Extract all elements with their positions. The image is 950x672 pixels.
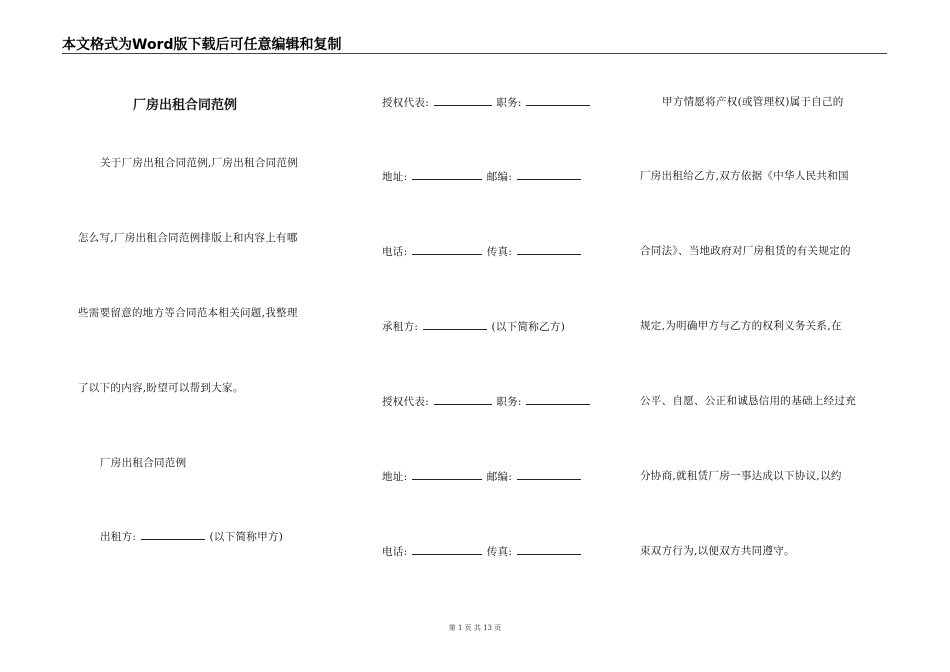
phone-field <box>382 243 582 259</box>
lessor-blank[interactable] <box>141 528 205 540</box>
phone-blank[interactable] <box>412 543 482 555</box>
section-heading: 厂房出租合同范例 <box>100 457 187 469</box>
paragraph-line: 束双方行为,以便双方共同遵守。 <box>640 545 795 557</box>
rep-field-2 <box>382 393 591 409</box>
rep-blank[interactable] <box>434 94 492 106</box>
paragraph-line: 分协商,就租赁厂房一事达成以下协议,以约 <box>640 470 842 482</box>
paragraph-line: 了以下的内容,盼望可以帮到大家。 <box>78 382 244 394</box>
lessor-suffix: (以下简称甲方) <box>209 531 284 543</box>
lessee-suffix: (以下简称乙方) <box>491 321 566 333</box>
header-divider <box>62 53 887 54</box>
fax-blank[interactable] <box>517 243 581 255</box>
lessee-blank[interactable] <box>423 318 487 330</box>
postcode-blank[interactable] <box>517 168 581 180</box>
page-header: 本文格式为Word版下载后可任意编辑和复制 <box>62 37 342 53</box>
rep-label: 授权代表: <box>382 396 430 408</box>
paragraph-line: 关于厂房出租合同范例,厂房出租合同范例 <box>100 157 299 169</box>
rep-blank[interactable] <box>434 393 492 405</box>
phone-field-2 <box>382 543 582 559</box>
position-label: 职务: <box>496 97 522 109</box>
fax-label: 传真: <box>486 246 513 258</box>
phone-label: 电话: <box>382 546 408 558</box>
paragraph-line: 甲方情愿将产权(或管理权)属于自己的 <box>662 96 844 108</box>
rep-label: 授权代表: <box>382 97 430 109</box>
paragraph-line: 规定,为明确甲方与乙方的权利义务关系,在 <box>640 320 842 332</box>
postcode-blank[interactable] <box>517 468 581 480</box>
address-field-2 <box>382 468 582 484</box>
lessee-field <box>382 318 565 334</box>
rep-field <box>382 94 591 110</box>
paragraph-line: 些需要留意的地方等合同范本相关问题,我整理 <box>78 307 298 319</box>
position-blank[interactable] <box>526 94 590 106</box>
postcode-label: 邮编: <box>486 171 513 183</box>
address-label: 地址: <box>382 171 408 183</box>
phone-label: 电话: <box>382 246 408 258</box>
postcode-label: 邮编: <box>486 471 513 483</box>
address-field <box>382 168 582 184</box>
lessor-field <box>100 528 283 544</box>
page-number: 第 1 页 共 13 页 <box>448 624 502 632</box>
phone-blank[interactable] <box>412 243 482 255</box>
position-label: 职务: <box>496 396 522 408</box>
fax-label: 传真: <box>486 546 513 558</box>
address-blank[interactable] <box>412 168 482 180</box>
address-label: 地址: <box>382 471 408 483</box>
fax-blank[interactable] <box>517 543 581 555</box>
paragraph-line: 厂房出租给乙方,双方依据《中华人民共和国 <box>640 170 849 182</box>
document-title: 厂房出租合同范例 <box>133 98 238 113</box>
address-blank[interactable] <box>412 468 482 480</box>
position-blank[interactable] <box>526 393 590 405</box>
paragraph-line: 合同法》、当地政府对厂房租赁的有关规定的 <box>640 245 851 257</box>
paragraph-line: 怎么写,厂房出租合同范例排版上和内容上有哪 <box>78 232 298 244</box>
lessee-label: 承租方: <box>382 321 419 333</box>
lessor-label: 出租方: <box>100 531 137 543</box>
paragraph-line: 公平、自愿、公正和诚恳信用的基础上经过充 <box>640 395 856 407</box>
